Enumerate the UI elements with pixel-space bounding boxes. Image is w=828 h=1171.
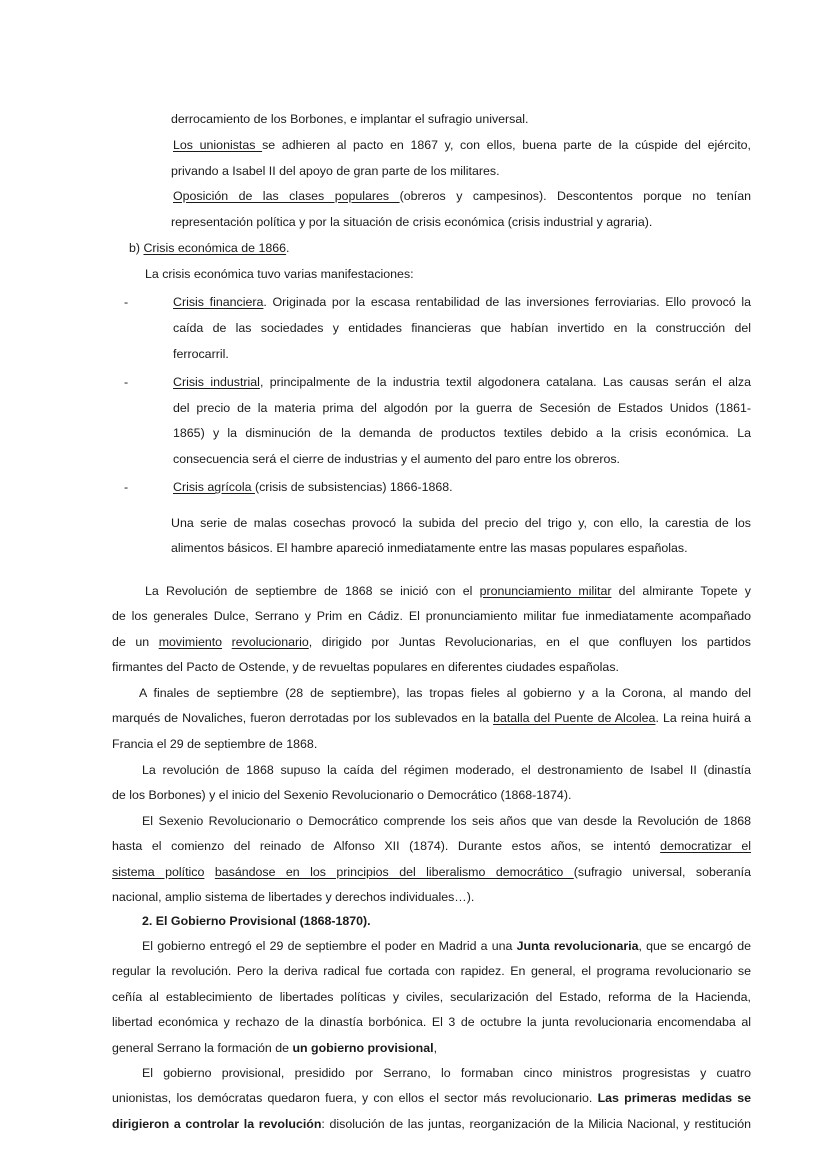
text-span: ferrocarril. xyxy=(173,347,229,361)
text-line xyxy=(173,346,751,362)
text-span: (obreros y campesinos). Descontentos porque no tenían xyxy=(399,189,751,203)
text-span: de los Borbones) y el inicio del Sexenio Revolucionario o Democrático (1868-1874). xyxy=(112,788,572,802)
text-line xyxy=(171,163,751,179)
text-span: caída de las sociedades y entidades financieras que habían invertido en la construcción del xyxy=(173,321,751,335)
bold-text: Junta revolucionaria xyxy=(516,939,639,953)
text-line xyxy=(112,787,751,803)
text-span: , principalmente de la industria textil algodonera catalana. Las causas serán el alza xyxy=(259,375,752,389)
text-span: 1865) y la disminución de la demanda de productos textiles debido a la crisis económica. La xyxy=(173,426,751,440)
underlined-text: democratizar el xyxy=(660,839,751,853)
text-line xyxy=(173,320,751,336)
text-line xyxy=(112,710,751,726)
underlined-text: Crisis industrial xyxy=(173,375,260,389)
text-line xyxy=(173,188,751,204)
text-span: del almirante Topete y xyxy=(611,584,751,598)
text-span: , que se encargó de xyxy=(638,939,751,953)
text-span: nacional, amplio sistema de libertades y derechos individuales…). xyxy=(112,890,475,904)
text-line xyxy=(173,294,751,310)
text-line xyxy=(112,608,751,624)
underlined-text: Crisis agrícola xyxy=(173,480,255,494)
text-span: . La reina huirá a xyxy=(655,711,751,725)
text-span: El Sexenio Revolucionario o Democrático comprende los seis años que van desde la Revolución de 1868 xyxy=(142,814,751,828)
text-line xyxy=(112,864,751,880)
text-span: derrocamiento de los Borbones, e implantar el sufragio universal. xyxy=(171,112,529,126)
text-span: Francia el 29 de septiembre de 1868. xyxy=(112,737,318,751)
text-line xyxy=(112,963,751,979)
text-line xyxy=(142,1065,751,1081)
text-span: La Revolución de septiembre de 1868 se inició con el xyxy=(145,584,480,598)
heading-text: 2. El Gobierno Provisional (1868-1870). xyxy=(142,914,371,928)
bold-text: dirigieron a controlar la revolución xyxy=(112,1117,322,1131)
text-span: El gobierno entregó el 29 de septiembre el poder en Madrid a una xyxy=(142,939,517,953)
text-line xyxy=(173,451,751,467)
text-line xyxy=(142,762,751,778)
text-line xyxy=(112,989,751,1005)
underlined-text: Los unionistas xyxy=(173,138,263,152)
text-span: La crisis económica tuvo varias manifestaciones: xyxy=(145,267,414,281)
text-span: (sufragio universal, soberanía xyxy=(573,865,751,879)
underlined-text: Crisis económica de 1866 xyxy=(143,241,287,255)
text-line xyxy=(173,400,751,416)
text-line xyxy=(142,938,751,954)
text-span: consecuencia será el cierre de industrias y el aumento del paro entre los obreros. xyxy=(173,452,620,466)
text-span: : disolución de las juntas, reorganización de la Milicia Nacional, y restitución xyxy=(321,1117,751,1131)
text-span: firmantes del Pacto de Ostende, y de revueltas populares en diferentes ciudades españolas. xyxy=(112,660,619,674)
underlined-text: movimiento xyxy=(158,635,223,649)
underlined-text: Crisis financiera xyxy=(173,295,264,309)
text-span xyxy=(222,635,232,649)
text-line xyxy=(145,266,751,282)
text-span: libertad económica y rechazo de la dinastía borbónica. El 3 de octubre la junta revolucionaria encomendaba al xyxy=(112,1015,751,1029)
underlined-text: pronunciamiento militar xyxy=(479,584,612,598)
bullet-dash: - xyxy=(124,480,129,494)
text-line xyxy=(145,583,751,599)
text-span: alimentos básicos. El hambre apareció inmediatamente entre las masas populares españolas. xyxy=(171,541,688,555)
text-line xyxy=(112,1014,751,1030)
underlined-text: sistema político xyxy=(112,865,205,879)
underlined-text: Oposición de las clases populares xyxy=(173,189,400,203)
text-span: se adhieren al pacto en 1867 y, con ellos, buena parte de la cúspide del ejército, xyxy=(262,138,751,152)
text-span: El gobierno provisional, presidido por Serrano, lo formaban cinco ministros progresistas y cuatro xyxy=(142,1066,751,1080)
text-line xyxy=(142,813,751,829)
bullet-dash: - xyxy=(124,295,129,309)
text-line xyxy=(171,515,751,531)
text-span: hasta el comienzo del reinado de Alfonso XII (1874). Durante estos años, se intentó xyxy=(112,839,661,853)
text-line xyxy=(171,540,751,556)
section-heading xyxy=(129,240,751,256)
text-span: , xyxy=(433,1041,438,1055)
text-span: A finales de septiembre (28 de septiembre), las tropas fieles al gobierno y a la Corona, al mando del xyxy=(139,686,751,700)
text-span: unionistas, los demócratas quedaron fuera, y con ellos el sector más revolucionario. xyxy=(112,1091,598,1105)
text-line xyxy=(112,1040,751,1056)
text-line xyxy=(112,736,751,752)
text-span: La revolución de 1868 supuso la caída del régimen moderado, el destronamiento de Isabel II (dinastía xyxy=(142,763,751,777)
text-line xyxy=(112,1116,751,1132)
text-span: . Originada por la escasa rentabilidad de las inversiones ferroviarias. Ello provocó la xyxy=(263,295,752,309)
text-span xyxy=(204,865,214,879)
text-span: . xyxy=(286,241,290,255)
text-span: marqués de Novaliches, fueron derrotadas por los sublevados en la xyxy=(112,711,494,725)
bold-text: un gobierno provisional xyxy=(292,1041,434,1055)
underlined-text: basándose en los principios del liberalismo democrático xyxy=(214,865,574,879)
text-line xyxy=(173,374,751,390)
text-line xyxy=(112,1090,751,1106)
text-line xyxy=(173,137,751,153)
text-line xyxy=(139,685,751,701)
text-line xyxy=(112,634,751,650)
bold-text: Las primeras medidas se xyxy=(597,1091,751,1105)
text-span: regular la revolución. Pero la deriva radical fue cortada con rapidez. En general, el programa revolucionario se xyxy=(112,964,751,978)
text-span: Una serie de malas cosechas provocó la subida del precio del trigo y, con ello, la carestia de los xyxy=(171,516,751,530)
text-span: b) xyxy=(129,241,144,255)
text-span: ceñía al establecimiento de libertades políticas y civiles, secularización del Estado, reforma de la Hacienda, xyxy=(112,990,751,1004)
text-span: , dirigido por Juntas Revolucionarias, en el que confluyen los partidos xyxy=(308,635,751,649)
text-line xyxy=(112,838,751,854)
text-span: de los generales Dulce, Serrano y Prim en Cádiz. El pronunciamiento militar fue inmediatamente acompañado xyxy=(112,609,751,623)
text-line xyxy=(171,214,751,230)
text-line xyxy=(171,111,751,127)
text-span: representación política y por la situación de crisis económica (crisis industrial y agraria). xyxy=(171,215,653,229)
underlined-text: batalla del Puente de Alcolea xyxy=(493,711,656,725)
section-heading xyxy=(142,913,751,929)
bullet-dash: - xyxy=(124,375,129,389)
underlined-text: revolucionario xyxy=(231,635,309,649)
text-span: (crisis de subsistencias) 1866-1868. xyxy=(254,480,453,494)
text-span: privando a Isabel II del apoyo de gran parte de los militares. xyxy=(171,164,500,178)
text-span: de un xyxy=(112,635,159,649)
text-span: del precio de la materia prima del algodón por la guerra de Secesión de Estados Unidos (1861- xyxy=(173,401,751,415)
text-line xyxy=(112,889,751,905)
text-span: general Serrano la formación de xyxy=(112,1041,293,1055)
text-line xyxy=(112,659,751,675)
text-line xyxy=(173,479,751,495)
text-line xyxy=(173,425,751,441)
